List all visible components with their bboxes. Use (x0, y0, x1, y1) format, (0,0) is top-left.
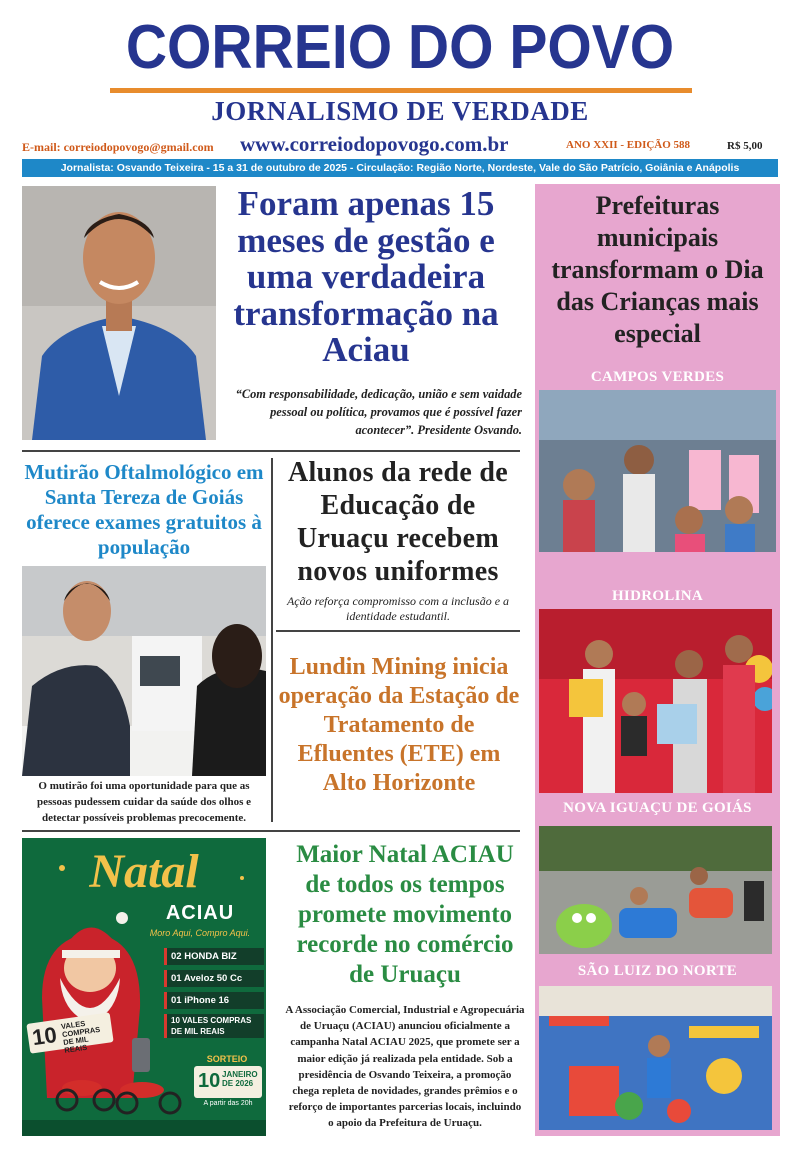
eye-exam-photo (22, 566, 266, 776)
prize-item: 10 VALES COMPRAS DE MIL REAIS (164, 1014, 264, 1038)
campos-verdes-photo (539, 390, 776, 552)
natal-headline[interactable]: Maior Natal ACIAU de todos os tempos promete movimento recorde no comércio de Uruaçu (296, 841, 514, 988)
edition-number: ANO XXII - EDIÇÃO 588 (566, 139, 691, 151)
section-divider (22, 830, 520, 832)
sorteio-label: SORTEIO (206, 1054, 248, 1064)
vales-number: 10 (30, 1022, 59, 1051)
section-divider (22, 450, 520, 452)
draw-day: 10 (198, 1070, 221, 1092)
sidebar-headline[interactable]: Prefeituras municipais transformam o Dia das Crianças mais especial (551, 191, 764, 348)
lundin-headline[interactable]: Lundin Mining inicia operação da Estação de Tratamento de Efluentes (ETE) em Alto Horizonte (278, 654, 520, 796)
president-portrait-photo (22, 186, 216, 440)
advert-sponsor-strip (22, 1120, 266, 1136)
lead-quote: “Com responsabilidade, dedicação, união e sem vaidade pessoal ou política, provamos que é possível fazer acontecer”. Presidente Osvando. (235, 387, 522, 437)
natal-body-text: A Associação Comercial, Industrial e Agropecuária de Uruaçu (ACIAU) anunciou oficialmente a campanha Natal ACIAU 2025, que promete ser a maior edição já realizada pela entidade. Sob a presidência de Osvando Teixeira, a promoção chega repleta de novidades, grandes prêmios e o reforço de importantes parcerias locais, incluindo o apoio da Prefeitura de Uruaçu. (285, 1004, 525, 1130)
mutirao-caption: O mutirão foi uma oportunidade para que as pessoas pudessem cuidar da saúde dos olhos e detectar possíveis problemas precocemente. (36, 780, 252, 824)
contact-email: E-mail: correiodopovogo@gmail.com (22, 140, 214, 154)
draw-time: A partir das 20h (203, 1100, 253, 1107)
advert-slogan: Moro Aqui, Compro Aqui. (149, 928, 251, 938)
prize-item: 01 iPhone 16 (164, 992, 264, 1009)
section-label-hidrolina: HIDROLINA (611, 588, 704, 604)
alunos-subhead: Ação reforça compromisso com a inclusão e a identidade estudantil. (286, 594, 510, 623)
natal-aciau-advert[interactable] (22, 838, 266, 1136)
draw-date-badge (194, 1066, 262, 1098)
info-bar: Jornalista: Osvando Teixeira - 15 a 31 de outubro de 2025 - Circulação: Região Norte, Nordeste, Vale do São Patrício, Goiânia e Anápolis (22, 159, 778, 177)
draw-month: JANEIRO DE 2026 (222, 1070, 258, 1088)
newspaper-slogan: JORNALISMO DE VERDADE (211, 96, 589, 126)
section-label-sao-luiz: SÃO LUIZ DO NORTE (577, 963, 738, 979)
cover-price: R$ 5,00 (727, 140, 763, 152)
mutirao-headline[interactable]: Mutirão Oftalmológico em Santa Tereza de Goiás oferece exames gratuitos à população (24, 460, 264, 559)
hidrolina-photo (539, 609, 772, 793)
section-label-nova-iguacu: NOVA IGUAÇU DE GOIÁS (563, 800, 752, 816)
prize-item: 02 HONDA BIZ (164, 948, 264, 965)
website-link[interactable]: www.correiodopovogo.com.br (240, 132, 509, 156)
lead-headline[interactable]: Foram apenas 15 meses de gestão e uma verdadeira transformação na Aciau (233, 184, 499, 369)
nova-iguacu-photo (539, 826, 772, 954)
section-label-campos-verdes: CAMPOS VERDES (590, 369, 725, 385)
newspaper-title: CORREIO DO POVO (125, 13, 675, 82)
vales-text: VALES COMPRAS DE MIL REAIS (60, 1018, 101, 1055)
advert-brand: ACIAU (165, 902, 235, 924)
sao-luiz-photo (539, 986, 772, 1130)
title-divider (110, 88, 692, 93)
section-divider (276, 630, 520, 632)
prize-item: 01 Aveloz 50 Cc (164, 970, 264, 987)
advert-title: Natal (89, 845, 199, 898)
column-divider (271, 458, 273, 822)
alunos-headline[interactable]: Alunos da rede de Educação de Uruaçu recebem novos uniformes (287, 457, 509, 587)
